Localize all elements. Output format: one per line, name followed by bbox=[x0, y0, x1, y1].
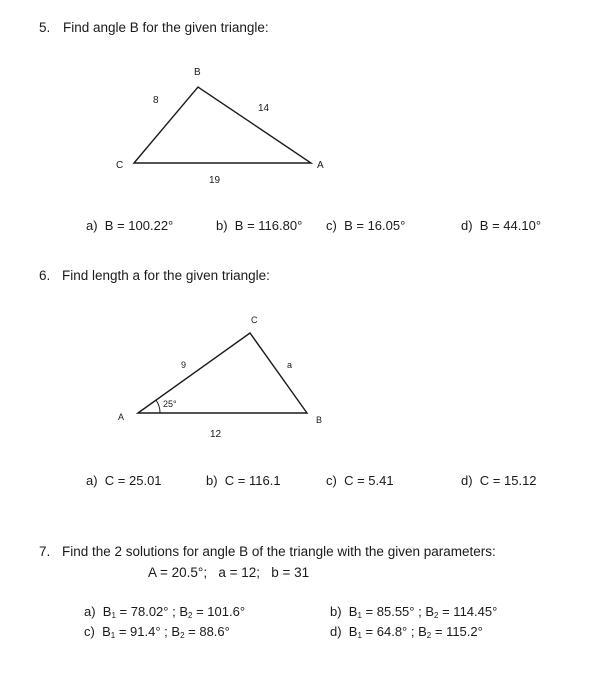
b1-value: = 91.4° ; bbox=[118, 624, 168, 639]
q5-choice-c[interactable] bbox=[326, 218, 405, 233]
q5-vertex-c: C bbox=[116, 160, 124, 171]
subscript-1: 1 bbox=[110, 631, 116, 640]
q7-choice-c[interactable] bbox=[84, 624, 230, 640]
b1-symbol: B bbox=[102, 604, 112, 619]
b2-value: = 115.2° bbox=[434, 624, 483, 639]
q5-side-ba: 14 bbox=[258, 103, 270, 114]
b2-value: = 88.6° bbox=[188, 624, 230, 639]
subscript-2: 2 bbox=[188, 611, 193, 620]
choice-letter: a) bbox=[86, 473, 98, 488]
subscript-2: 2 bbox=[426, 631, 432, 640]
q5-prompt: Find angle B for the given triangle: bbox=[63, 20, 269, 35]
q6-choice-b[interactable] bbox=[206, 473, 281, 488]
choice-letter: d) bbox=[461, 218, 473, 233]
q6-vertex-b: B bbox=[316, 415, 323, 425]
q6-side-ac: 9 bbox=[181, 360, 187, 370]
q5-vertex-a: A bbox=[317, 160, 324, 171]
choice-letter: c) bbox=[326, 473, 337, 488]
b2-value: = 101.6° bbox=[196, 604, 246, 619]
q6-choice-d[interactable] bbox=[461, 473, 537, 488]
b1-symbol: B bbox=[348, 604, 358, 619]
subscript-1: 1 bbox=[357, 611, 362, 620]
q6-vertex-c: C bbox=[251, 315, 258, 325]
q5-side-ca: 19 bbox=[209, 175, 221, 186]
subscript-2: 2 bbox=[434, 611, 439, 620]
q7-prompt: Find the 2 solutions for angle B of the triangle with the given parameters: bbox=[62, 544, 496, 559]
choice-text: C = 15.12 bbox=[479, 473, 537, 488]
q7-choice-a[interactable] bbox=[84, 604, 245, 620]
b1-value: = 64.8° ; bbox=[365, 624, 415, 639]
q6-angle-a: 25° bbox=[163, 399, 177, 409]
q7-number: 7. bbox=[39, 544, 51, 559]
q6-prompt: Find length a for the given triangle: bbox=[62, 268, 270, 283]
choice-letter: c) bbox=[84, 624, 95, 639]
subscript-2: 2 bbox=[180, 631, 185, 640]
q7-choice-b[interactable] bbox=[330, 604, 497, 620]
choice-text: C = 5.41 bbox=[344, 473, 394, 488]
choice-letter: d) bbox=[330, 624, 342, 639]
q5-choice-a[interactable] bbox=[86, 218, 173, 233]
subscript-1: 1 bbox=[357, 631, 362, 640]
choice-letter: c) bbox=[326, 218, 337, 233]
b1-value: = 78.02° ; bbox=[119, 604, 176, 619]
b2-symbol: B bbox=[418, 624, 427, 639]
b1-symbol: B bbox=[102, 624, 111, 639]
choice-letter: b) bbox=[330, 604, 342, 619]
choice-letter: b) bbox=[206, 473, 218, 488]
subscript-1: 1 bbox=[111, 611, 116, 620]
choice-text: B = 100.22° bbox=[104, 218, 174, 233]
choice-text: B = 44.10° bbox=[479, 218, 542, 233]
q5-triangle bbox=[134, 87, 311, 163]
choice-letter: a) bbox=[86, 218, 98, 233]
b1-value: = 85.55° ; bbox=[365, 604, 422, 619]
q5-number: 5. bbox=[39, 20, 51, 35]
b2-symbol: B bbox=[425, 604, 435, 619]
q6-number: 6. bbox=[39, 268, 51, 283]
q7-choice-d[interactable] bbox=[330, 624, 483, 640]
q5-vertex-b: B bbox=[194, 67, 201, 78]
q5-choice-d[interactable] bbox=[461, 218, 541, 233]
b2-value: = 114.45° bbox=[442, 604, 498, 619]
choice-letter: d) bbox=[461, 473, 473, 488]
b2-symbol: B bbox=[171, 624, 181, 639]
choice-text: C = 116.1 bbox=[224, 473, 281, 488]
choice-text: C = 25.01 bbox=[104, 473, 162, 488]
choice-text: B = 116.80° bbox=[234, 218, 303, 233]
q6-choice-a[interactable] bbox=[86, 473, 162, 488]
choice-letter: b) bbox=[216, 218, 228, 233]
q6-side-ab: 12 bbox=[210, 429, 222, 440]
q7-params: A = 20.5°; a = 12; b = 31 bbox=[148, 565, 310, 580]
q6-angle-arc bbox=[156, 400, 160, 413]
q6-side-cb: a bbox=[287, 360, 293, 370]
b2-symbol: B bbox=[179, 604, 189, 619]
b1-symbol: B bbox=[348, 624, 358, 639]
choice-text: B = 16.05° bbox=[344, 218, 406, 233]
q6-vertex-a: A bbox=[118, 412, 125, 422]
q6-choice-c[interactable] bbox=[326, 473, 394, 488]
q5-side-cb: 8 bbox=[153, 95, 159, 106]
q5-choice-b[interactable] bbox=[216, 218, 302, 233]
choice-letter: a) bbox=[84, 604, 96, 619]
